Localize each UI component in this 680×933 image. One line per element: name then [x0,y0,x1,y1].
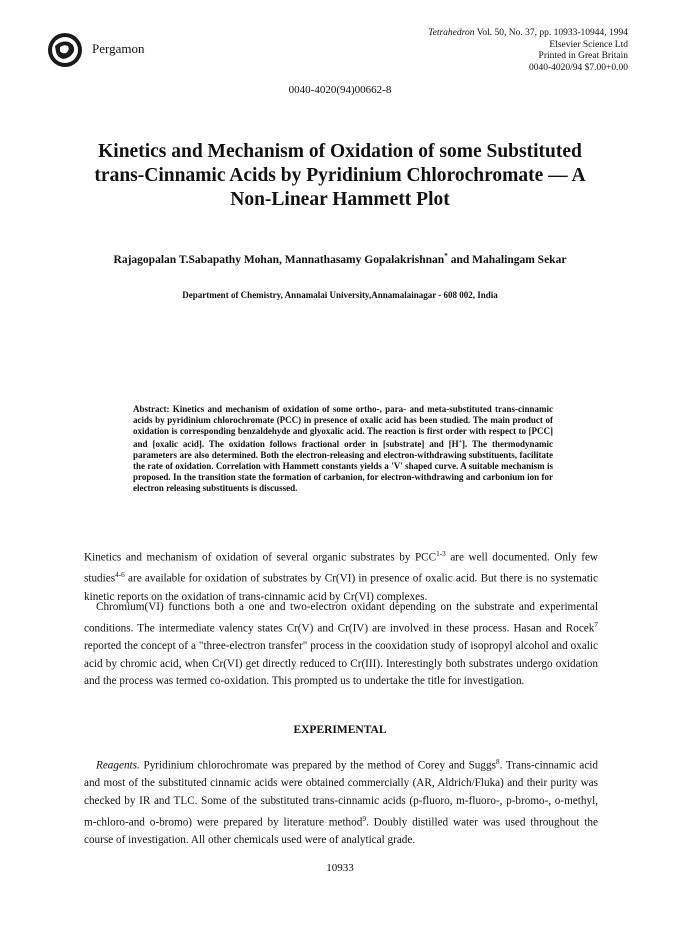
corresponding-mark: * [444,251,448,260]
author-names-2: and Mahalingam Sekar [447,253,567,266]
journal-citation [428,28,628,74]
journal-line [428,28,628,40]
intro-1a: Kinetics and mechanism of oxidation of several organic substrates by PCC [84,551,437,564]
reagents-2: . Trans-cinnamic acid and most of the substituted cinnamic acids were obtained commercially (AR, Aldrich/Fluka) and their purity was checked by IR and TLC. Some of the substituted trans-cinnamic acids (p-fluoro, m-fluoro-, p-bromo-, o-methyl, m-chloro-and o-bromo) were prepared by literature method [84,759,598,829]
authors [40,251,640,266]
abstract [133,404,553,494]
intro-paragraph-2 [84,599,598,691]
publisher-logo-icon [47,32,83,68]
ref-sup-1: 1-3 [436,550,446,558]
price-line: 0040-4020/94 $7.00+0.00 [528,62,628,73]
reagents-label: Reagents. [96,759,140,772]
title-line-2: trans-Cinnamic Acids by Pyridinium Chlorochromate — A [94,165,586,186]
reagents-paragraph [84,754,598,849]
paper-title [60,140,620,212]
publisher-name: Pergamon [92,41,145,56]
intro-2b: reported the concept of a "three-electron transfer" process in the cooxidation study of isopropyl alcohol and oxalic acid by chromic acid, when Cr(VI) get directly reduced to Cr(III). Interestingly both substrates undergo oxidation and the process was termed co-oxidation. This prompted us to undertake the title for investigation. [84,639,598,688]
author-names-1: Rajagopalan T.Sabapathy Mohan, Mannathasamy Gopalakrishnan [113,253,445,266]
page-number: 10933 [326,862,354,874]
title-line-3: Non-Linear Hammett Plot [230,189,450,210]
journal-volume: Vol. 50, No. 37, pp. 10933-10944, 1994 [474,28,628,38]
ref-sup-5: 9 [362,814,366,823]
reagents-3: . Doubly distilled water was used throughout the course of investigation. All other chemicals used were of analytical grade. [84,816,598,846]
printed-line: Printed in Great Britain [538,51,628,61]
journal-name: Tetrahedron [428,28,475,38]
doi: 0040-4020(94)00662-8 [288,84,392,96]
reagents-1: Pyridinium chlorochromate was prepared by the method of Corey and Suggs [139,759,496,772]
ref-sup-3: 7 [594,620,598,629]
intro-1b: are well documented. Only few studies [84,551,598,586]
abstract-sup: + [458,439,463,445]
ref-sup-4: 8 [495,758,500,766]
intro-2a: Chromium(VI) functions both a one and two-electron oxidant depending on the substrate and experimental conditions. The intermediate valency states Cr(V) and Cr(IV) are involved in these process. Hasan and Rocek [84,601,598,635]
abstract-text-2: ]. The thermodynamic parameters are also determined. Both the electron-releasing and electron-withdrawing substituents, facilitate the rate of oxidation. Correlation with Hammett constants yields a 'V' shaped curve. A suitable mechanism is proposed. In the transition state the formation of carbanion, for electron-withdrawing and carbonium ion for electron releasing substituents is discussed. [133,439,553,493]
ref-sup-2: 4-6 [115,571,125,580]
publisher-line: Elsevier Science Ltd [549,39,628,50]
affiliation: Department of Chemistry, Annamalai University,Annamalainagar - 608 002, India [182,290,498,300]
abstract-label: Abstract: [133,404,170,414]
abstract-text-1: Kinetics and mechanism of oxidation of some ortho-, para- and meta-substituted trans-cinnamic acids by pyridinium chlorochromate (PCC) in presence of oxalic acid has been studied. The main product of oxidation is corresponding benzaldehyde and glyoxalic acid. The reaction is first order with respect to [PCC] and [oxalic acid]. The oxidation follows fractional order in [substrate] and [H [133,404,553,449]
title-line-1: Kinetics and Mechanism of Oxidation of some Substituted [98,141,582,162]
intro-1c: are available for oxidation of substrates by Cr(VI) in presence of oxalic acid. But there is no systematic kinetic reports on the oxidation of trans-cinnamic acid by Cr(VI) complexes. [84,573,598,603]
intro-paragraph-1 [84,546,598,606]
section-heading-experimental: EXPERIMENTAL [293,724,387,736]
